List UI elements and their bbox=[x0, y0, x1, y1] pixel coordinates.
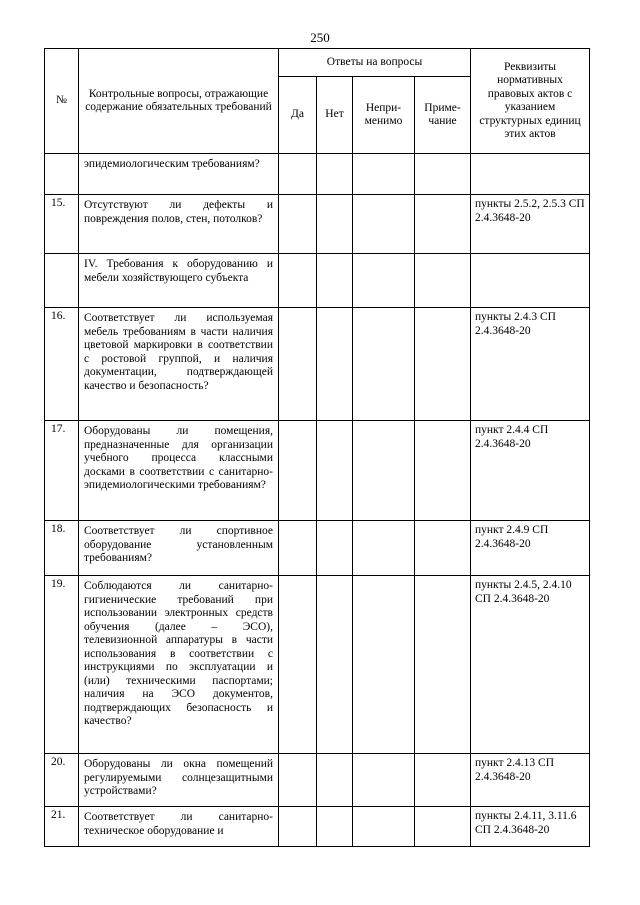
answer-note-cell bbox=[415, 254, 471, 308]
answer-no-cell bbox=[317, 421, 353, 521]
row-number: 15. bbox=[45, 195, 79, 254]
header-no: Нет bbox=[317, 77, 353, 154]
answer-na-cell bbox=[353, 421, 415, 521]
answer-yes-cell bbox=[279, 521, 317, 576]
answer-yes-cell bbox=[279, 195, 317, 254]
requisites-text: пункт 2.4.13 СП 2.4.3648-20 bbox=[471, 754, 590, 807]
answer-yes-cell bbox=[279, 754, 317, 807]
answer-yes-cell bbox=[279, 254, 317, 308]
answer-yes-cell bbox=[279, 421, 317, 521]
question-text: Оборудованы ли помещения, предназначенные для организации учебного процесса классными досками в соответствии с санитарно-эпидемиологическими требованиям? bbox=[79, 421, 279, 521]
answer-na-cell bbox=[353, 754, 415, 807]
requisites-text: пункты 2.4.3 СП 2.4.3648-20 bbox=[471, 308, 590, 421]
answer-no-cell bbox=[317, 254, 353, 308]
table-row bbox=[45, 254, 590, 308]
question-text: Отсутствуют ли дефекты и повреждения полов, стен, потолков? bbox=[79, 195, 279, 254]
header-questions: Контрольные вопросы, отражающие содержание обязательных требований bbox=[79, 49, 279, 154]
table-row bbox=[45, 421, 590, 521]
answer-note-cell bbox=[415, 421, 471, 521]
question-text: Соответствует ли спортивное оборудование установленным требованиям? bbox=[79, 521, 279, 576]
answer-na-cell bbox=[353, 195, 415, 254]
requisites-text bbox=[471, 154, 590, 195]
answer-no-cell bbox=[317, 154, 353, 195]
row-number bbox=[45, 254, 79, 308]
question-text: Оборудованы ли окна помещений регулируемыми солнцезащитными устройствами? bbox=[79, 754, 279, 807]
question-text: IV. Требования к оборудованию и мебели хозяйствующего субъекта bbox=[79, 254, 279, 308]
checklist-table bbox=[44, 48, 590, 847]
header-na: Непри-менимо bbox=[353, 77, 415, 154]
answer-na-cell bbox=[353, 521, 415, 576]
header-yes: Да bbox=[279, 77, 317, 154]
answer-note-cell bbox=[415, 754, 471, 807]
question-text: эпидемиологическим требованиям? bbox=[79, 154, 279, 195]
answer-no-cell bbox=[317, 195, 353, 254]
answer-yes-cell bbox=[279, 576, 317, 754]
answer-note-cell bbox=[415, 154, 471, 195]
table-row bbox=[45, 754, 590, 807]
row-number: 16. bbox=[45, 308, 79, 421]
row-number: 20. bbox=[45, 754, 79, 807]
requisites-text: пункты 2.4.11, 3.11.6 СП 2.4.3648-20 bbox=[471, 807, 590, 847]
answer-note-cell bbox=[415, 308, 471, 421]
answer-no-cell bbox=[317, 576, 353, 754]
row-number: 19. bbox=[45, 576, 79, 754]
question-text: Соответствует ли используемая мебель требованиям в части наличия цветовой маркировки в соответствии с ростовой группой, и наличия документации, подтверждающей качество и безопасность? bbox=[79, 308, 279, 421]
answer-no-cell bbox=[317, 754, 353, 807]
table-row bbox=[45, 521, 590, 576]
header-note: Приме-чание bbox=[415, 77, 471, 154]
answer-na-cell bbox=[353, 308, 415, 421]
question-text: Соблюдаются ли санитарно-гигиенические требований при использовании электронных средств обучения (далее – ЭСО), телевизионной аппаратуры в части использования в соответствии с инструкциями по эксплуатации и (или) техническими паспортами; наличия на ЭСО документов, подтверждающих безопасность и качество? bbox=[79, 576, 279, 754]
requisites-text: пункт 2.4.4 СП 2.4.3648-20 bbox=[471, 421, 590, 521]
requisites-text: пункты 2.5.2, 2.5.3 СП 2.4.3648-20 bbox=[471, 195, 590, 254]
row-number: 18. bbox=[45, 521, 79, 576]
answer-note-cell bbox=[415, 195, 471, 254]
row-number: 21. bbox=[45, 807, 79, 847]
row-number bbox=[45, 154, 79, 195]
answer-na-cell bbox=[353, 576, 415, 754]
table-row bbox=[45, 308, 590, 421]
requisites-text: пункт 2.4.9 СП 2.4.3648-20 bbox=[471, 521, 590, 576]
answer-yes-cell bbox=[279, 308, 317, 421]
header-answers: Ответы на вопросы bbox=[279, 49, 471, 77]
answer-no-cell bbox=[317, 807, 353, 847]
table-row bbox=[45, 154, 590, 195]
header-num: № bbox=[45, 49, 79, 154]
answer-yes-cell bbox=[279, 154, 317, 195]
answer-yes-cell bbox=[279, 807, 317, 847]
table-row bbox=[45, 807, 590, 847]
answer-no-cell bbox=[317, 308, 353, 421]
row-number: 17. bbox=[45, 421, 79, 521]
header-requisites: Реквизиты нормативных правовых актов с указанием структурных единиц этих актов bbox=[471, 49, 590, 154]
table-row bbox=[45, 576, 590, 754]
page-number: 250 bbox=[310, 30, 330, 45]
answer-na-cell bbox=[353, 154, 415, 195]
question-text: Соответствует ли санитарно-техническое оборудование и bbox=[79, 807, 279, 847]
table-row bbox=[45, 195, 590, 254]
requisites-text bbox=[471, 254, 590, 308]
answer-na-cell bbox=[353, 807, 415, 847]
answer-note-cell bbox=[415, 807, 471, 847]
answer-no-cell bbox=[317, 521, 353, 576]
answer-note-cell bbox=[415, 576, 471, 754]
requisites-text: пункты 2.4.5, 2.4.10 СП 2.4.3648-20 bbox=[471, 576, 590, 754]
answer-note-cell bbox=[415, 521, 471, 576]
answer-na-cell bbox=[353, 254, 415, 308]
